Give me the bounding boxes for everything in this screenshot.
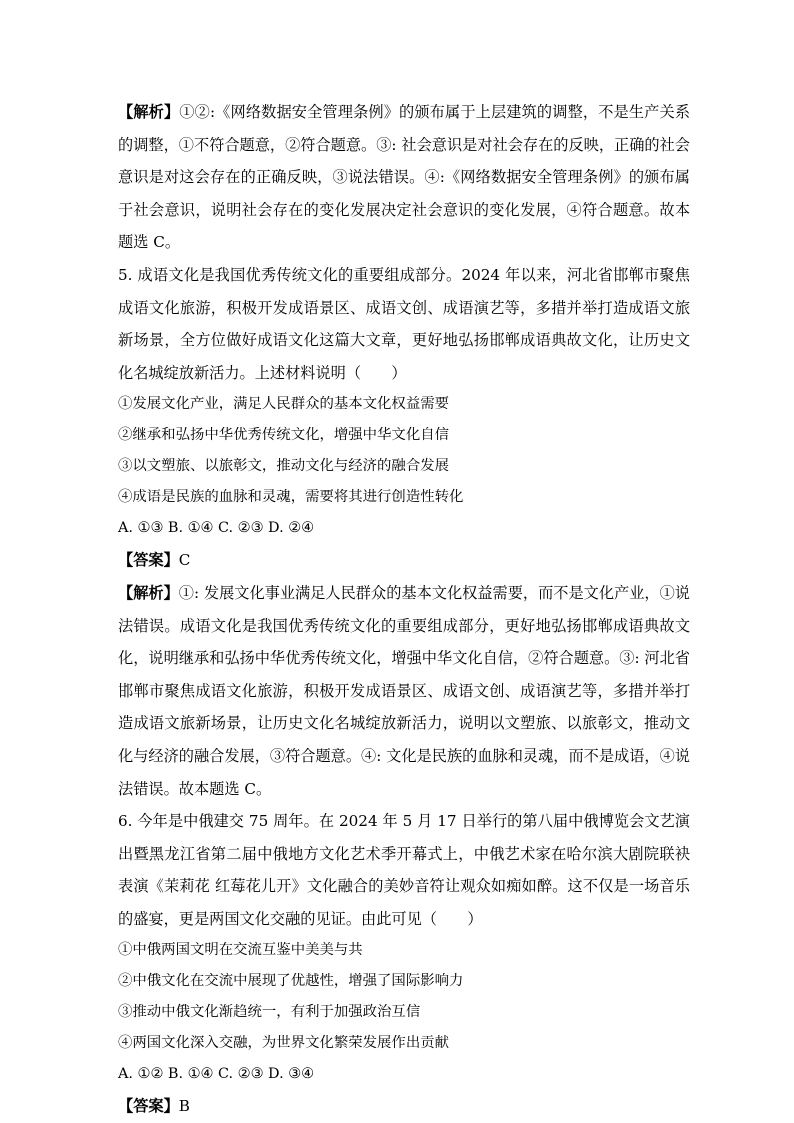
question-5-choices: A. ①③ B. ①④ C. ②③ D. ②④ — [118, 520, 315, 537]
question-6-stem: 6. 今年是中俄建交 75 周年。在 2024 年 5 月 17 日举行的第八届中俄博览会文艺演出暨黑龙江省第二届中俄地方文化艺术季开幕式上，中俄艺术家在哈尔滨大剧院联袂表演《茉莉花 红莓花儿开》文化融合的美妙音符让观众如痴如醉。这不仅是一场音乐的盛宴，更是两国文化交融的见证。由此可见（ ） — [118, 812, 690, 928]
question-5-stem: 5. 成语文化是我国优秀传统文化的重要组成部分。2024 年以来，河北省邯郸市聚焦成语文化旅游，积极开发成语景区、成语文创、成语演艺等，多措并举打造成语文旅新场景，全方位做好成语文化这篇大文章，更好地弘扬邯郸成语典故文化，让历史文化名城绽放新活力。上述材料说明（ ） — [118, 265, 690, 382]
question-5-option-1: ①发展文化产业，满足人民群众的基本文化权益需要 — [118, 396, 449, 413]
question-5-answer — [118, 544, 690, 577]
page-content — [118, 96, 690, 1123]
analysis-block-prev — [118, 96, 690, 259]
answer-value: C — [178, 551, 191, 570]
analysis-label: 【解析】 — [118, 103, 180, 121]
question-6-option-1: ①中俄两国文明在交流互鉴中美美与共 — [118, 942, 363, 959]
question-5-option-3: ③以文塑旅、以旅彰文，推动文化与经济的融合发展 — [118, 458, 449, 475]
question-5-option-4: ④成语是民族的血脉和灵魂，需要将其进行创造性转化 — [118, 489, 464, 506]
answer-value: B — [178, 1097, 190, 1116]
answer-label: 【答案】 — [118, 551, 179, 570]
question-6-option-2: ②中俄文化在交流中展现了优越性，增强了国际影响力 — [118, 973, 464, 990]
question-6-option-4: ④两国文化深入交融，为世界文化繁荣发展作出贡献 — [118, 1035, 449, 1052]
analysis-text: ①②:《网络数据安全管理条例》的颁布属于上层建筑的调整，不是生产关系的调整，①不符合题意，②符合题意。③: 社会意识是对社会存在的反映，正确的社会意识是对这会存在的正确反映，③说法错误。④:《网络数据安全管理条例》的颁布属于社会意识，说明社会存在的变化发展决定社会意识的变化发展，④符合题意。故本题选 C。 — [118, 103, 691, 252]
question-6-option-3: ③推动中俄文化渐趋统一，有利于加强政治互信 — [118, 1004, 421, 1021]
analysis-label: 【解析】 — [118, 583, 179, 602]
question-5-option-2: ②继承和弘扬中华优秀传统文化，增强中华文化自信 — [118, 427, 449, 444]
question-5-analysis — [118, 577, 690, 805]
analysis-text: ①: 发展文化事业满足人民群众的基本文化权益需要，而不是文化产业，①说法错误。成语文化是我国优秀传统文化的重要组成部分，更好地弘扬邯郸成语典故文化，说明继承和弘扬中华优秀传统文化，增强中华文化自信，②符合题意。③: 河北省邯郸市聚焦成语文化旅游，积极开发成语景区、成语文创、成语演艺等，多措并举打造成语文旅新场景，让历史文化名城绽放新活力，说明以文塑旅、以旅彰文，推动文化与经济的融合发展，③符合题意。④: 文化是民族的血脉和灵魂，而不是成语，④说法错误。故本题选 C。 — [118, 583, 690, 798]
question-6-choices: A. ①② B. ①④ C. ②③ D. ③④ — [118, 1066, 315, 1083]
question-6-answer — [118, 1090, 690, 1123]
answer-label: 【答案】 — [118, 1097, 179, 1116]
